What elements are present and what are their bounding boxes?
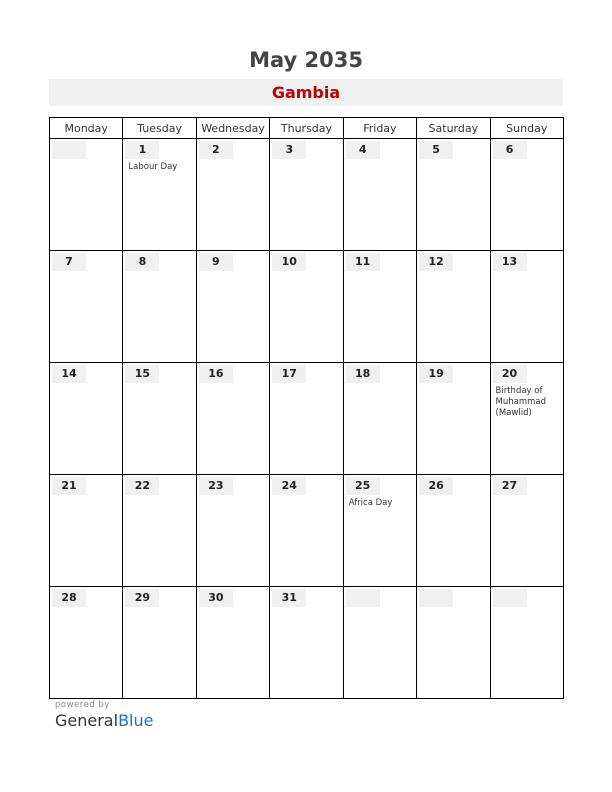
day-number: 10 xyxy=(281,255,297,268)
day-number: 4 xyxy=(358,143,367,156)
holiday-label: Labour Day xyxy=(128,162,178,172)
week-row xyxy=(50,587,564,699)
day-number: 23 xyxy=(208,479,224,492)
day-number: 26 xyxy=(428,479,444,492)
day-number: 17 xyxy=(281,367,297,380)
day-number: 19 xyxy=(428,367,444,380)
day-cell xyxy=(270,363,343,475)
day-number: 18 xyxy=(355,367,371,380)
day-number: 24 xyxy=(281,479,297,492)
brand-general-text: General xyxy=(55,711,119,730)
day-number: 13 xyxy=(501,255,518,268)
country-banner xyxy=(49,79,563,106)
day-number: 21 xyxy=(61,479,77,492)
day-cell xyxy=(417,363,490,475)
day-number: 14 xyxy=(61,367,77,380)
day-cell xyxy=(123,475,196,587)
week-row xyxy=(50,363,564,475)
day-cell xyxy=(490,587,563,699)
country-name: Gambia xyxy=(271,83,341,102)
day-cell xyxy=(270,251,343,363)
week-row xyxy=(50,139,564,251)
day-number: 15 xyxy=(134,367,151,380)
day-number: 28 xyxy=(61,591,77,604)
day-number: 29 xyxy=(134,591,151,604)
day-number: 30 xyxy=(208,591,224,604)
day-number: 31 xyxy=(281,591,297,604)
day-cell xyxy=(490,363,563,475)
weekday-header: Friday xyxy=(343,118,416,139)
day-number: 16 xyxy=(208,367,224,380)
weekday-header-row xyxy=(50,118,564,139)
day-cell xyxy=(490,475,563,587)
day-cell xyxy=(50,139,123,251)
day-number: 5 xyxy=(432,143,440,156)
powered-by-label: powered by xyxy=(55,700,110,710)
day-cell xyxy=(123,363,196,475)
day-cell xyxy=(343,139,416,251)
day-cell xyxy=(123,587,196,699)
day-number: 25 xyxy=(355,479,371,492)
holiday-label: Africa Day xyxy=(348,498,393,508)
day-cell xyxy=(417,587,490,699)
day-number: 8 xyxy=(138,255,147,268)
day-cell xyxy=(50,475,123,587)
day-cell xyxy=(50,363,123,475)
weekday-header: Tuesday xyxy=(123,118,196,139)
day-number xyxy=(346,589,380,607)
brand-logo[interactable] xyxy=(55,711,153,730)
day-cell xyxy=(196,363,269,475)
day-number: 9 xyxy=(212,255,220,268)
day-cell xyxy=(270,139,343,251)
day-number: 12 xyxy=(428,255,444,268)
page-title: May 2035 xyxy=(249,48,363,72)
day-number xyxy=(419,589,453,607)
holiday-label: Birthday of Muhammad (Mawlid) xyxy=(495,386,547,418)
day-cell xyxy=(123,139,196,251)
day-cell xyxy=(50,251,123,363)
day-number xyxy=(493,589,527,607)
day-number: 3 xyxy=(285,143,294,156)
weekday-header: Wednesday xyxy=(196,118,269,139)
day-number xyxy=(52,141,86,159)
footer-branding xyxy=(55,700,153,730)
day-cell xyxy=(343,587,416,699)
weekday-header: Sunday xyxy=(490,118,563,139)
day-cell xyxy=(417,251,490,363)
day-number: 1 xyxy=(138,143,147,156)
weekday-header: Monday xyxy=(50,118,123,139)
day-cell xyxy=(50,587,123,699)
day-number: 7 xyxy=(65,255,73,268)
day-cell xyxy=(490,139,563,251)
day-cell xyxy=(343,475,416,587)
day-cell xyxy=(270,587,343,699)
brand-blue-text: Blue xyxy=(118,711,154,730)
week-row xyxy=(50,251,564,363)
weekday-header: Thursday xyxy=(270,118,343,139)
day-number: 22 xyxy=(134,479,151,492)
day-cell xyxy=(490,251,563,363)
day-cell xyxy=(417,475,490,587)
day-number: 6 xyxy=(505,143,514,156)
day-cell xyxy=(343,363,416,475)
week-row xyxy=(50,475,564,587)
day-number: 27 xyxy=(501,479,518,492)
weekday-header: Saturday xyxy=(417,118,490,139)
day-cell xyxy=(343,251,416,363)
calendar-grid xyxy=(49,117,564,699)
day-cell xyxy=(196,587,269,699)
day-cell xyxy=(196,475,269,587)
day-cell xyxy=(270,475,343,587)
day-cell xyxy=(196,139,269,251)
day-cell xyxy=(123,251,196,363)
day-cell xyxy=(196,251,269,363)
day-number: 2 xyxy=(212,143,220,156)
day-number: 11 xyxy=(355,255,371,268)
day-number: 20 xyxy=(501,367,518,380)
day-cell xyxy=(417,139,490,251)
